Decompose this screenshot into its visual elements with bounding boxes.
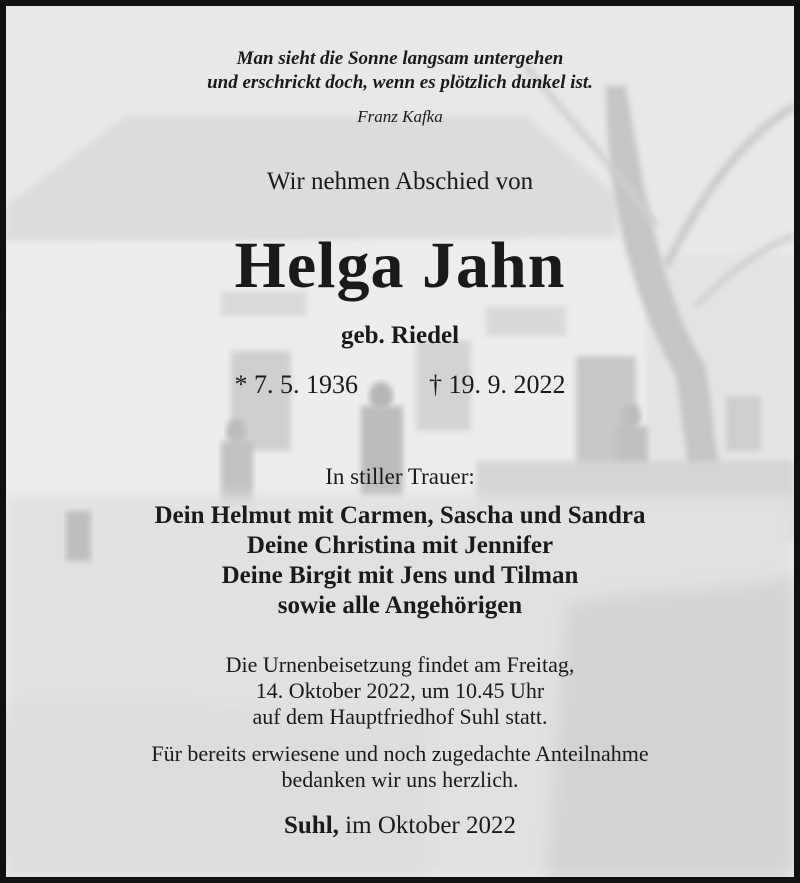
burial-line-3: auf dem Hauptfriedhof Suhl statt.	[252, 704, 548, 729]
birth-name: geb. Riedel	[340, 322, 460, 349]
quote-line-2: und erschrickt doch, wenn es plötzlich dunkel ist.	[207, 72, 593, 93]
family-line-2: Deine Christina mit Jennifer	[246, 532, 554, 559]
closing-place: Suhl,	[284, 812, 339, 839]
closing-date: im Oktober 2022	[345, 812, 516, 839]
quote-author: Franz Kafka	[357, 107, 443, 126]
deceased-name: Helga Jahn	[234, 229, 566, 302]
death-date: † 19. 9. 2022	[429, 370, 566, 399]
thanks-line-2: bedanken wir uns herzlich.	[281, 767, 519, 792]
birth-date: * 7. 5. 1936	[234, 370, 358, 399]
family-line-3: Deine Birgit mit Jens und Tilman	[221, 562, 579, 589]
farewell-intro: Wir nehmen Abschied von	[266, 168, 534, 195]
mourning-heading: In stiller Trauer:	[325, 464, 475, 489]
family-line-4: sowie alle Angehörigen	[277, 592, 523, 619]
place-date	[6, 812, 794, 840]
notice-text	[6, 6, 794, 877]
burial-line-2: 14. Oktober 2022, um 10.45 Uhr	[255, 678, 545, 703]
quote-line-1: Man sieht die Sonne langsam untergehen	[236, 48, 564, 69]
life-dates	[6, 370, 794, 400]
family-line-1: Dein Helmut mit Carmen, Sascha und Sandra	[154, 502, 646, 529]
burial-line-1: Die Urnenbeisetzung findet am Freitag,	[225, 652, 575, 677]
thanks-line-1: Für bereits erwiesene und noch zugedachte Anteilnahme	[151, 741, 649, 766]
